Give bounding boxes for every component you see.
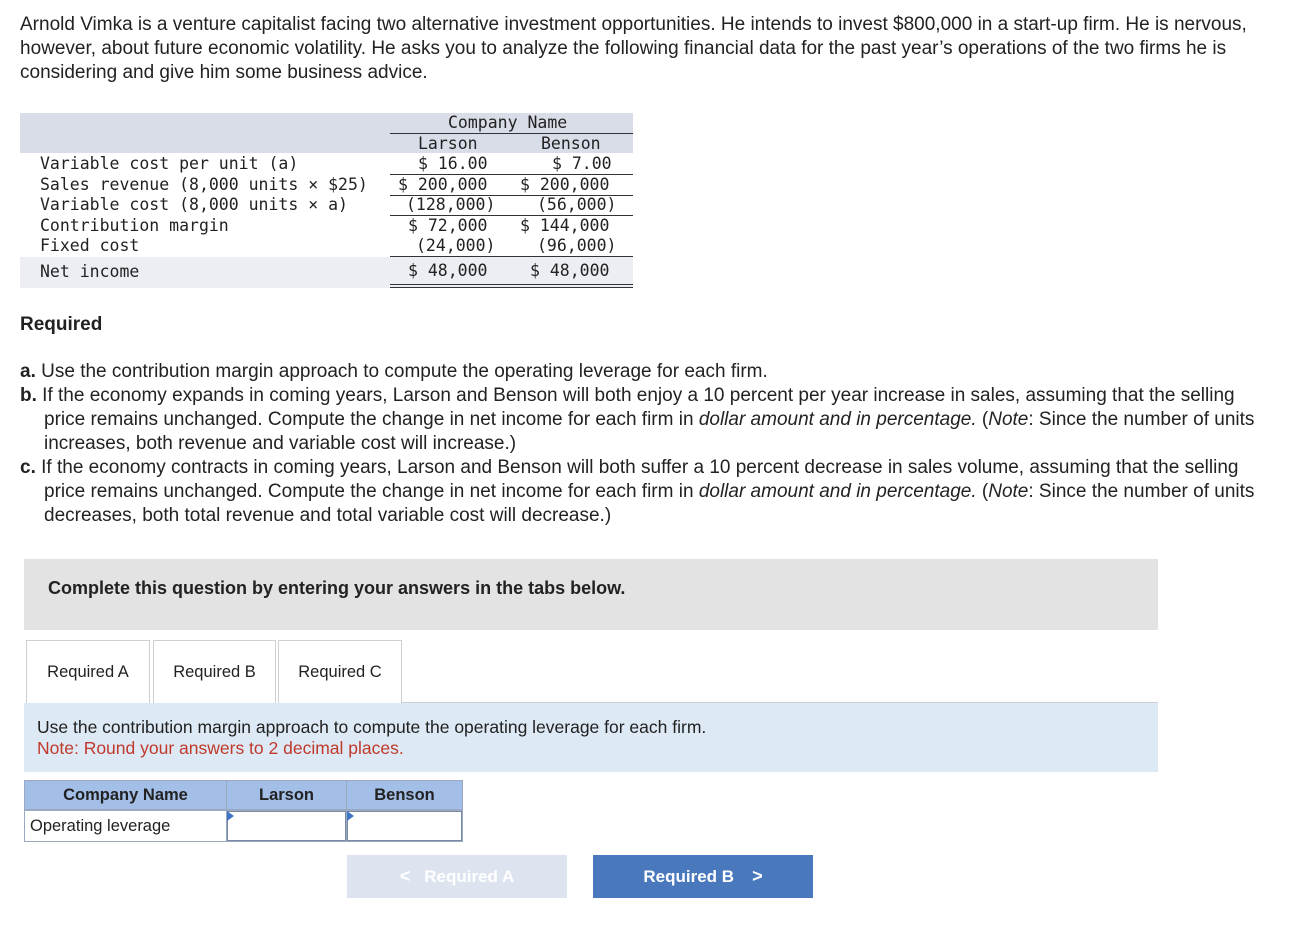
double-rule-bottom [390, 287, 633, 288]
item-text: : Since the number of units increases, both revenue and variable cost will increase.) [44, 409, 1255, 454]
financial-data-table [20, 113, 633, 288]
larson-value: $ 72,000 [408, 216, 488, 235]
item-letter: b. [20, 385, 37, 406]
larson-value: $ 48,000 [408, 261, 488, 280]
previous-tab-button[interactable] [347, 855, 567, 898]
tab-required-b[interactable]: Required B [153, 640, 276, 703]
larson-column-header: Larson [418, 134, 478, 153]
answer-header-benson: Benson [346, 780, 463, 810]
tab-required-a[interactable]: Required A [26, 640, 150, 703]
row-label: Sales revenue (8,000 units × $25) [40, 175, 368, 194]
problem-intro: Arnold Vimka is a venture capitalist facing two alternative investment opportunities. He intends to invest $800,000 in a start-up firm. He is nervous, however, about future economic volatility. He asks you to analyze the following financial data for the past year’s operations of the two firms he is considering and give him some business advice. [20, 14, 1247, 83]
larson-value: $ 16.00 [418, 154, 488, 173]
answer-header-company: Company Name [24, 780, 227, 810]
row-label: Fixed cost [40, 236, 140, 255]
larson-value: (24,000) [416, 236, 496, 255]
input-marker-icon [347, 811, 354, 821]
required-heading: Required [20, 314, 103, 335]
item-text: : Since the number of units decreases, both total revenue and total variable cost will decrease.) [44, 481, 1255, 526]
row-rule [390, 256, 633, 257]
tab-instruction-panel [24, 703, 1158, 772]
item-letter: c. [20, 457, 36, 478]
benson-value: $ 144,000 [520, 216, 610, 235]
row-label: Contribution margin [40, 216, 229, 235]
previous-button-label: Required A [424, 866, 515, 886]
instruction-text: Use the contribution margin approach to compute the operating leverage for each firm. [37, 717, 707, 737]
instructions-banner [24, 559, 1158, 630]
answer-header-larson: Larson [226, 780, 347, 810]
item-text: ( [976, 481, 989, 502]
operating-leverage-label: Operating leverage [24, 810, 227, 842]
item-letter: a. [20, 361, 36, 382]
next-button-label: Required B [643, 866, 735, 886]
required-item-a [20, 360, 1275, 384]
chevron-right-icon: > [752, 866, 763, 886]
required-item-b [20, 384, 1275, 456]
company-name-header: Company Name [448, 113, 568, 132]
benson-value: (56,000) [537, 195, 617, 214]
input-marker-icon [227, 811, 234, 821]
row-label: Variable cost (8,000 units × a) [40, 195, 348, 214]
larson-value: (128,000) [406, 195, 496, 214]
rounding-note: Note: Round your answers to 2 decimal places. [37, 738, 404, 758]
item-note: Note [988, 409, 1029, 430]
chevron-left-icon: < [399, 866, 411, 886]
item-text: If the economy expands in coming years, Larson and Benson will both enjoy a 10 percent per year increase in sales, assuming that the selling price remains unchanged. Compute the change in net income for each firm in [42, 385, 1235, 430]
instructions-banner-text: Complete this question by entering your answers in the tabs below. [48, 578, 626, 598]
item-italic: dollar amount and in percentage. [698, 481, 977, 502]
row-label: Net income [40, 262, 140, 281]
item-italic: dollar amount and in percentage. [698, 409, 977, 430]
larson-value: $ 200,000 [398, 175, 488, 194]
item-text: If the economy contracts in coming years, Larson and Benson will both suffer a 10 percent decrease in sales volume, assuming that the selling price remains unchanged. Compute the change in net income for each firm in [41, 457, 1239, 502]
double-rule-top [390, 284, 633, 285]
answer-table [24, 780, 463, 842]
required-list [20, 360, 1275, 528]
required-item-c [20, 456, 1275, 528]
benson-value: (96,000) [537, 236, 617, 255]
next-tab-button[interactable] [593, 855, 813, 898]
larson-operating-leverage-input[interactable] [227, 811, 346, 841]
benson-value: $ 7.00 [552, 154, 612, 173]
item-note: Note [988, 481, 1029, 502]
benson-operating-leverage-input[interactable] [347, 811, 462, 841]
benson-column-header: Benson [541, 134, 601, 153]
item-text: Use the contribution margin approach to compute the operating leverage for each firm. [41, 361, 768, 382]
benson-value: $ 200,000 [520, 175, 610, 194]
row-label: Variable cost per unit (a) [40, 154, 299, 173]
benson-value: $ 48,000 [530, 261, 610, 280]
tab-required-c[interactable]: Required C [278, 640, 402, 703]
item-text: ( [976, 409, 989, 430]
